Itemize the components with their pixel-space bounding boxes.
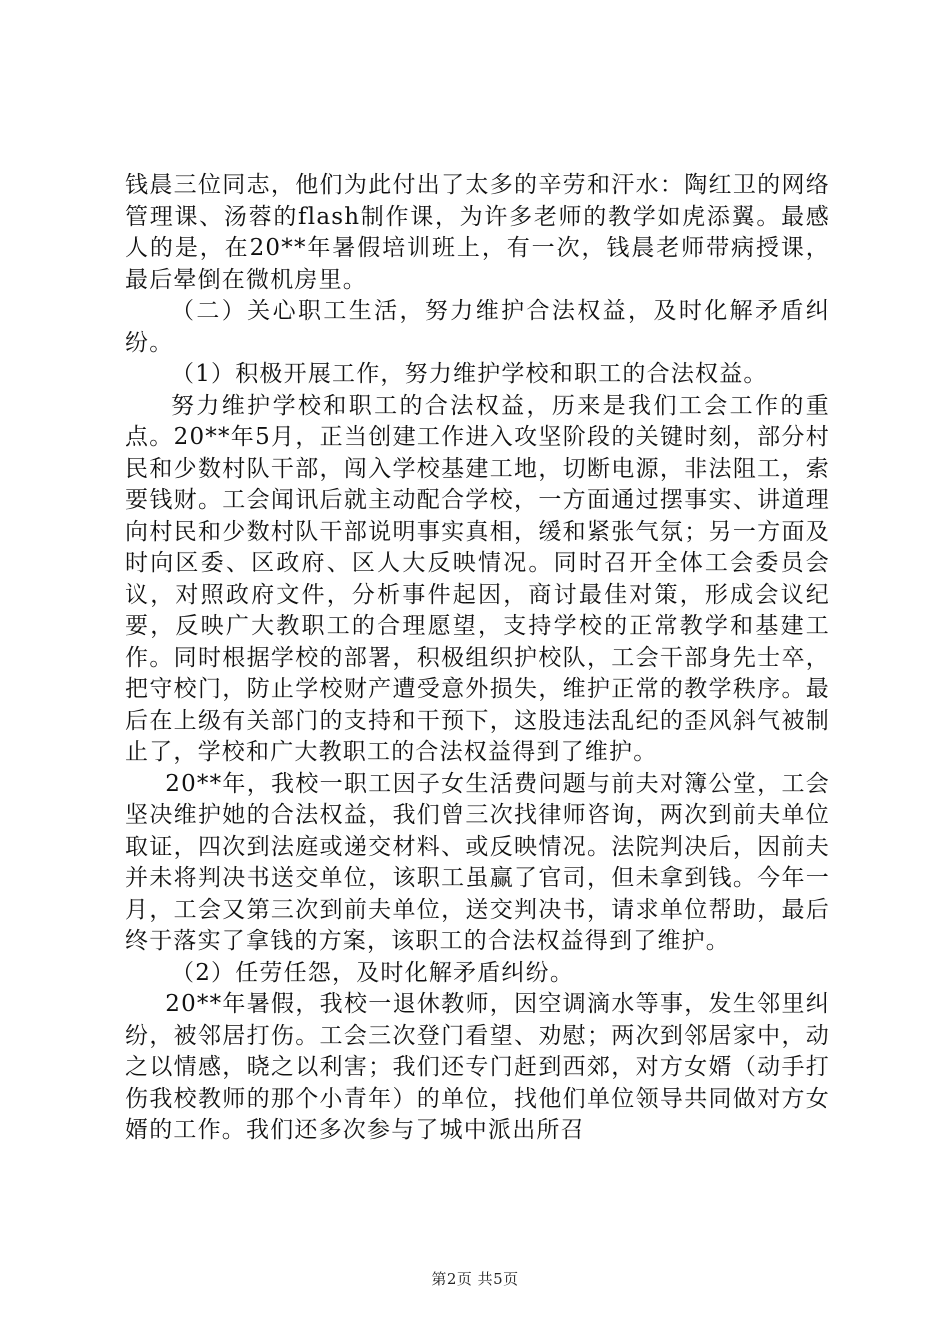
page-footer: 第2页 共5页 [431, 1270, 519, 1288]
paragraph-continuation: 钱晨三位同志，他们为此付出了太多的辛劳和汗水：陶红卫的网络管理课、汤蓉的flash制作课，为许多老师的教学如虎添翼。最感人的是，在20**年暑假培训班上，有一次，钱晨老师带病授课，最后晕倒在微机房里。 [125, 172, 830, 293]
subsection-heading-1: （1）积极开展工作，努力维护学校和职工的合法权益。 [171, 361, 768, 387]
paragraph-neighbor-dispute: 20**年暑假，我校一退休教师，因空调滴水等事，发生邻里纠纷，被邻居打伤。工会三次登门看望、劝慰；两次到邻居家中，动之以情感，晓之以利害；我们还专门赶到西郊，对方女婿（动手打伤我校教师的那个小青年）的单位，找他们单位领导共同做对方女婿的工作。我们还多次参与了城中派出所召 [125, 991, 830, 1143]
paragraph-rights-protection: 努力维护学校和职工的合法权益，历来是我们工会工作的重点。20**年5月，正当创建工作进入攻坚阶段的关键时刻，部分村民和少数村队干部，闯入学校基建工地，切断电源，非法阻工，索要钱财。工会闻讯后就主动配合学校，一方面通过摆事实、讲道理向村民和少数村队干部说明事实真相，缓和紧张气氛；另一方面及时向区委、区政府、区人大反映情况。同时召开全体工会委员会议，对照政府文件，分析事件起因，商讨最佳对策，形成会议纪要，反映广大教职工的合理愿望，支持学校的正常教学和基建工作。同时根据学校的部署，积极组织护校队，工会干部身先士卒，把守校门，防止学校财产遭受意外损失，维护正常的教学秩序。最后在上级有关部门的支持和干预下，这股违法乱纪的歪风斜气被制止了，学校和广大教职工的合法权益得到了维护。 [125, 392, 830, 765]
paragraph-lawsuit-case: 20**年，我校一职工因子女生活费问题与前夫对簿公堂，工会坚决维护她的合法权益，我们曾三次找律师咨询，两次到前夫单位取证，四次到法庭或递交材料、或反映情况。法院判决后，因前夫并未将判决书送交单位，该职工虽赢了官司，但未拿到钱。今年一月，工会又第三次到前夫单位，送交判决书，请求单位帮助，最后终于落实了拿钱的方案，该职工的合法权益得到了维护。 [125, 770, 830, 954]
subsection-heading-2: （2）任劳任怨，及时化解矛盾纠纷。 [171, 959, 575, 986]
section-heading-2: （二）关心职工生活，努力维护合法权益，及时化解矛盾纠纷。 [125, 298, 830, 356]
document-body [125, 170, 830, 1147]
